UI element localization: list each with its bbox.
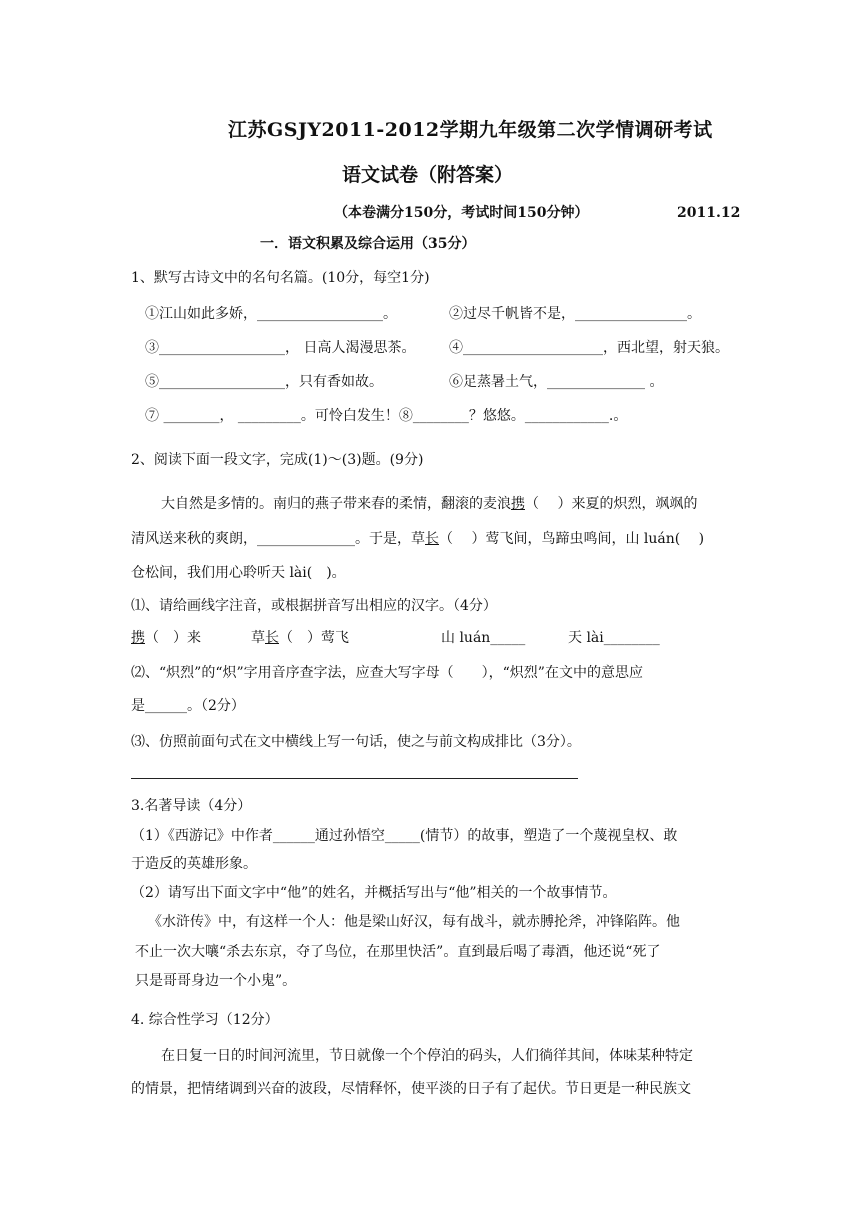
sub-question-2: ⑵、“炽烈”的“炽”字用音序查字法，应查大写字母（ ），“炽烈”在文中的意思应 xyxy=(131,665,643,681)
question-2-stem: 2、阅读下面一段文字，完成(1)～(3)题。(9分) xyxy=(131,452,424,468)
underlined-char: 携 xyxy=(511,496,525,512)
answer-line xyxy=(131,778,578,779)
score-note: （本卷满分150分，考试时间150分钟） xyxy=(334,205,589,221)
q1-item-7-8: ⑦ ________， _________。可怜白发生！⑧________？悠悠。____________.。 xyxy=(145,408,628,424)
q1-item-1: ①江山如此多娇，__________________。 xyxy=(145,306,397,322)
q3-line-2: 于造反的英雄形象。 xyxy=(131,856,257,872)
q1-item-6: ⑥足蒸暑土气，______________ 。 xyxy=(449,374,664,390)
q3-line-3: （2）请写出下面文字中“他”的姓名，并概括写出与“他”相关的一个故事情节。 xyxy=(131,885,617,901)
q4-line-2: 的情景，把情绪调到兴奋的波段，尽情释怀，使平淡的日子有了起伏。节日更是一种民族文 xyxy=(131,1081,691,1097)
q3-line-4: 《水浒传》中，有这样一个人：他是梁山好汉，每有战斗，就赤膊抡斧，冲锋陷阵。他 xyxy=(148,914,680,930)
q1-item-5: ⑤__________________，只有香如故。 xyxy=(145,374,383,390)
q1-item-2: ②过尽千帆皆不是，________________。 xyxy=(449,306,701,322)
sub-question-2-cont: 是______。（2分） xyxy=(131,698,245,714)
answer-text: （ ）莺飞 xyxy=(279,630,349,646)
question-4-stem: 4. 综合性学习（12分） xyxy=(131,1012,279,1028)
q1-item-4: ④____________________，西北望，射天狼。 xyxy=(449,340,729,356)
page-title: 江苏GSJY2011-2012学期九年级第二次学情调研考试 xyxy=(228,119,713,141)
sub-question-1: ⑴、请给画线字注音，或根据拼音写出相应的汉字。（4分） xyxy=(131,598,497,614)
section-heading: 一．语文积累及综合运用（35分） xyxy=(260,236,476,252)
page-subtitle: 语文试卷（附答案） xyxy=(342,164,514,186)
sub-question-1-answer-b xyxy=(251,628,349,648)
passage-line-2 xyxy=(131,529,704,549)
q4-line-1: 在日复一日的时间河流里，节日就像一个个停泊的码头，人们徜徉其间，体味某种特定 xyxy=(161,1048,693,1064)
q3-line-6: 只是哥哥身边一个小鬼”。 xyxy=(135,973,297,989)
sub-question-1-answer-d: 天 lài________ xyxy=(568,630,660,646)
answer-text: （ ）来 xyxy=(145,630,201,646)
sub-question-3: ⑶、仿照前面句式在文中横线上写一句话，使之与前文构成排比（3分）。 xyxy=(131,734,581,750)
answer-blank: ______________ xyxy=(257,531,355,547)
passage-text: 清风送来秋的爽朗， xyxy=(131,531,257,547)
answer-text: 草 xyxy=(251,630,265,646)
question-3-stem: 3.名著导读（4分） xyxy=(131,798,252,814)
passage-line-3: 仓松间，我们用心聆听天 lài( )。 xyxy=(131,565,346,581)
underlined-char: 携 xyxy=(131,630,145,646)
passage-text: 大自然是多情的。南归的燕子带来春的柔情，翻滚的麦浪 xyxy=(161,496,511,512)
exam-date: 2011.12 xyxy=(677,205,741,221)
q3-line-1: （1）《西游记》中作者______通过孙悟空_____(情节）的故事，塑造了一个蔑视皇权、敢 xyxy=(131,828,678,844)
passage-text: 。于是，草 xyxy=(355,531,425,547)
sub-question-1-answer-c: 山 luán_____ xyxy=(441,630,526,646)
underlined-char: 长 xyxy=(425,531,439,547)
passage-text: （ ）莺飞间，鸟蹄虫鸣间，山 luán( ) xyxy=(439,531,705,547)
passage-line-1 xyxy=(161,494,697,514)
q1-item-3: ③__________________， 日高人渴漫思茶。 xyxy=(145,340,416,356)
q3-line-5: 不止一次大嚷“杀去东京，夺了鸟位，在那里快活”。直到最后喝了毒酒，他还说“死了 xyxy=(135,944,661,960)
underlined-char: 长 xyxy=(265,630,279,646)
passage-text: （ ）来夏的炽烈，飒飒的 xyxy=(525,496,698,512)
sub-question-1-answer-a xyxy=(131,628,201,648)
question-1-stem: 1、默写古诗文中的名句名篇。(10分，每空1分) xyxy=(131,270,430,286)
